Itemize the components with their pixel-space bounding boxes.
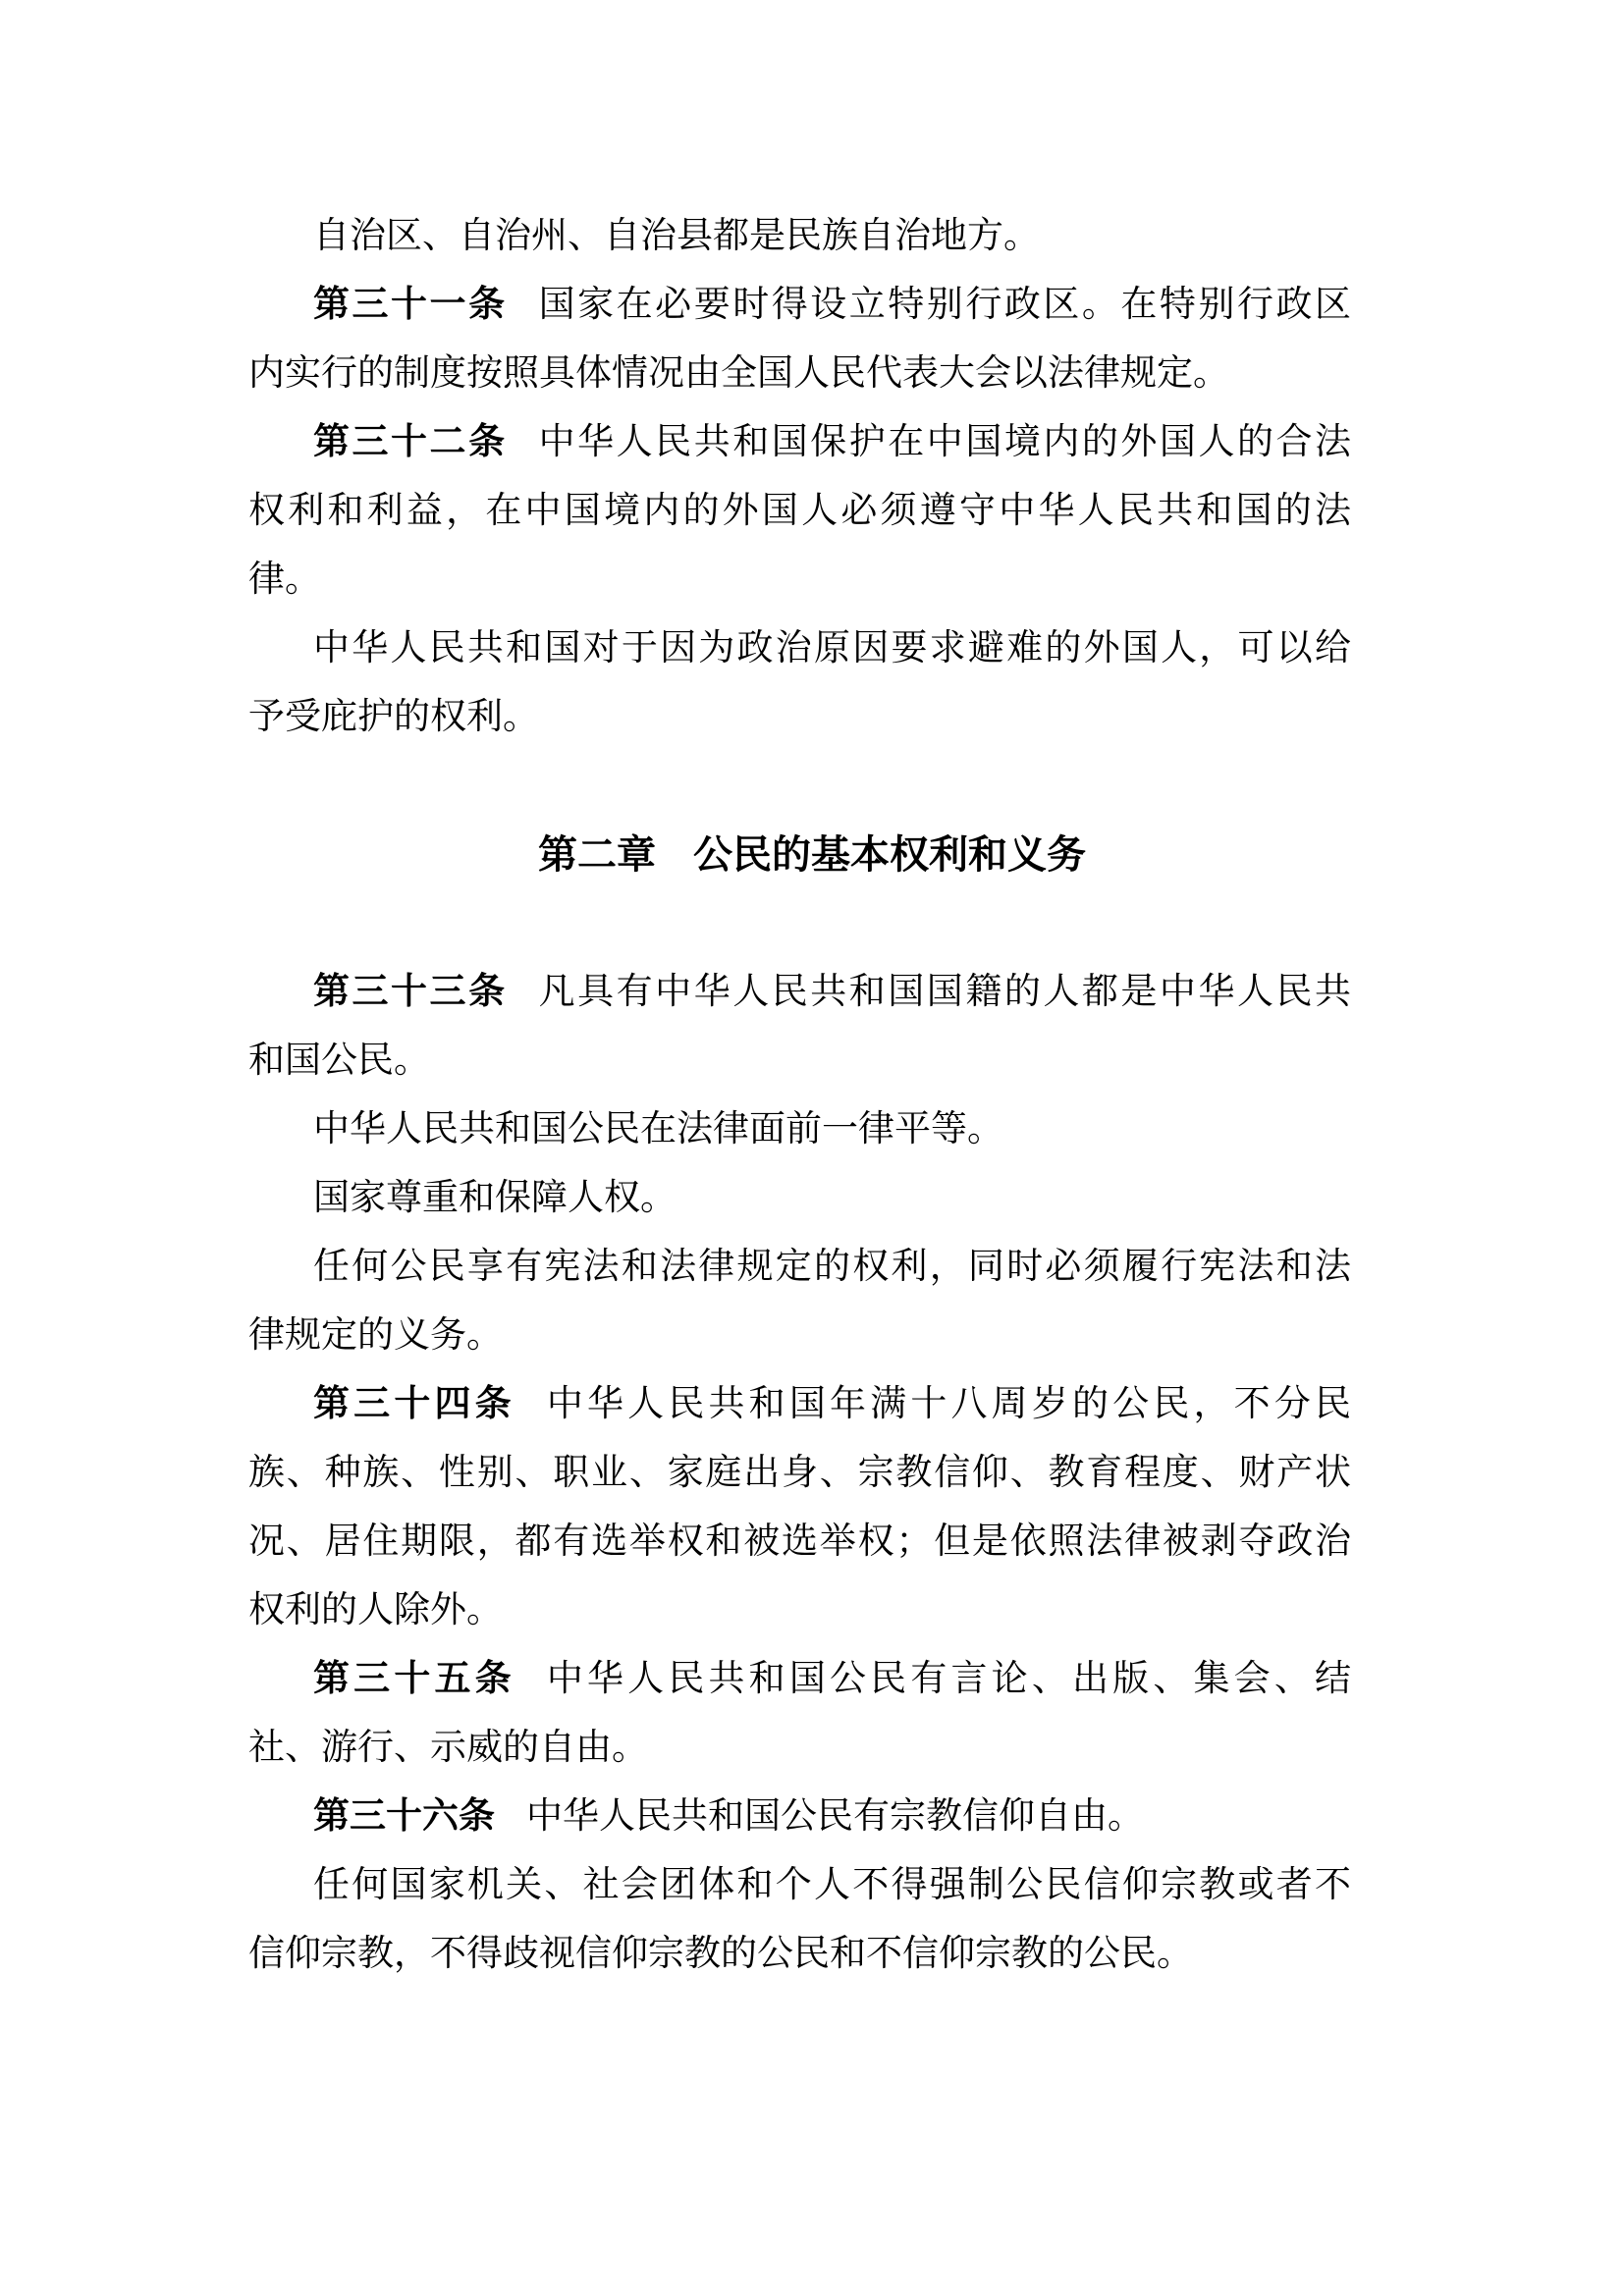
text-run: 中华人民共和国年满十八周岁的公民，不分民 [546, 1384, 1352, 1424]
paragraph [248, 271, 1351, 408]
text-run: 族、种族、性别、职业、家庭出身、宗教信仰、教育程度、财产状 [248, 1453, 1351, 1493]
text-line [248, 1920, 1351, 1989]
paragraph [248, 202, 1351, 271]
text-run: 况、居住期限，都有选举权和被选举权；但是依照法律被剥夺政治 [248, 1522, 1351, 1562]
text-run: 社、游行、示威的自由。 [248, 1728, 648, 1768]
article-number: 第三十二条 [313, 422, 508, 462]
text-line [248, 1783, 1351, 1851]
paragraph [248, 408, 1351, 614]
text-run: 信仰宗教，不得歧视信仰宗教的公民和不信仰宗教的公民。 [248, 1934, 1193, 1974]
text-run: 和国公民。 [248, 1041, 430, 1081]
text-run: 中华人民共和国公民有宗教信仰自由。 [526, 1796, 1144, 1837]
text-line [248, 202, 1351, 271]
text-line [248, 546, 1351, 614]
text-run: 国家在必要时得设立特别行政区。在特别行政区 [538, 285, 1352, 325]
text-line [248, 1851, 1351, 1920]
text-run: 中华人民共和国保护在中国境内的外国人的合法 [538, 422, 1352, 462]
text-run: 凡具有中华人民共和国国籍的人都是中华人民共 [538, 972, 1352, 1012]
paragraph [248, 1645, 1351, 1783]
text-line [248, 340, 1351, 408]
text-line [248, 1027, 1351, 1095]
text-line [248, 1645, 1351, 1714]
paragraph [248, 1783, 1351, 1851]
text-line [248, 1095, 1351, 1164]
text-run: 权利的人除外。 [248, 1590, 503, 1630]
chapter-title: 公民的基本权利和义务 [693, 832, 1086, 877]
paragraph [248, 614, 1351, 752]
paragraph [248, 1370, 1351, 1645]
article-number: 第三十六条 [313, 1796, 495, 1837]
text-line [248, 1439, 1351, 1508]
text-line [248, 614, 1351, 683]
text-run: 中华人民共和国对于因为政治原因要求避难的外国人，可以给 [313, 628, 1351, 668]
article-number: 第三十五条 [313, 1659, 515, 1699]
text-line [248, 271, 1351, 340]
text-line [248, 408, 1351, 477]
chapter-heading [248, 821, 1376, 889]
text-line [248, 683, 1351, 752]
paragraph [248, 1851, 1351, 1989]
chapter-number: 第二章 [538, 832, 656, 877]
text-line [248, 1508, 1351, 1576]
text-line [248, 477, 1351, 546]
text-run: 律规定的义务。 [248, 1315, 503, 1356]
text-run: 内实行的制度按照具体情况由全国人民代表大会以法律规定。 [248, 353, 1229, 394]
text-line [248, 1370, 1351, 1439]
text-line [248, 1233, 1351, 1302]
text-run: 予受庇护的权利。 [248, 697, 539, 737]
paragraph [248, 1233, 1351, 1370]
text-line [248, 1576, 1351, 1645]
text-line [248, 1714, 1351, 1783]
text-run: 任何国家机关、社会团体和个人不得强制公民信仰宗教或者不 [313, 1865, 1351, 1905]
text-run: 任何公民享有宪法和法律规定的权利，同时必须履行宪法和法 [313, 1247, 1351, 1287]
paragraph [248, 1164, 1351, 1233]
paragraph [248, 958, 1351, 1095]
text-run: 中华人民共和国公民有言论、出版、集会、结 [546, 1659, 1352, 1699]
article-number: 第三十四条 [313, 1384, 515, 1424]
text-line [248, 958, 1351, 1027]
text-line [248, 1164, 1351, 1233]
text-run: 律。 [248, 560, 321, 600]
text-run: 自治区、自治州、自治县都是民族自治地方。 [313, 216, 1040, 256]
paragraph [248, 1095, 1351, 1164]
text-run: 权利和利益，在中国境内的外国人必须遵守中华人民共和国的法 [248, 491, 1351, 531]
article-number: 第三十三条 [313, 972, 508, 1012]
text-run: 国家尊重和保障人权。 [313, 1178, 677, 1218]
text-line [248, 1302, 1351, 1370]
article-number: 第三十一条 [313, 285, 508, 325]
text-run: 中华人民共和国公民在法律面前一律平等。 [313, 1109, 1003, 1149]
